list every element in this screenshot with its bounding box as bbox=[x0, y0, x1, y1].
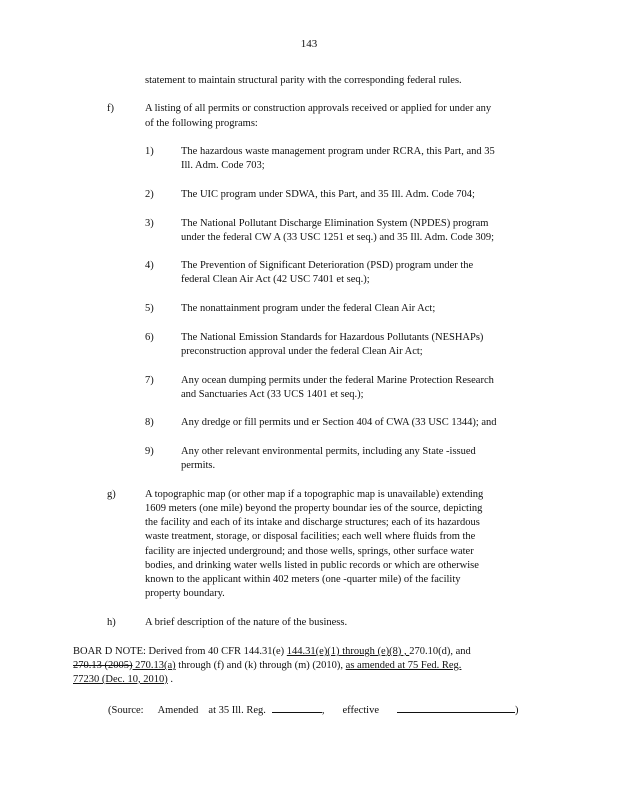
subitem-line-1: The UIC program under SDWA, this Part, and 35 Ill. Adm. Code 704; bbox=[181, 189, 475, 200]
item-h-letter: h) bbox=[107, 617, 116, 628]
item-g-line: property boundary. bbox=[145, 588, 225, 599]
item-g-line: bodies, and drinking water wells listed in public records or which are otherwise bbox=[145, 560, 479, 571]
page-number: 143 bbox=[300, 38, 318, 50]
subitem-line-2: Ill. Adm. Code 703; bbox=[181, 160, 265, 171]
board-note-text: 270.10(d), and bbox=[409, 646, 471, 657]
subitem-line-1: The National Pollutant Discharge Elimination System (NPDES) program bbox=[181, 218, 489, 229]
subitem-number: 3) bbox=[145, 218, 154, 229]
source-comma: , bbox=[321, 705, 325, 716]
inserted-text: 270.13(a) bbox=[132, 660, 176, 671]
subitem-line-1: Any other relevant environmental permits, including any State -issued bbox=[181, 446, 476, 457]
board-note-line-2 bbox=[73, 659, 461, 674]
subitem-number: 9) bbox=[145, 446, 154, 457]
source-effective: effective bbox=[342, 705, 380, 716]
inserted-text: 144.31(e)(1) bbox=[286, 646, 340, 657]
subitem-number: 7) bbox=[145, 375, 154, 386]
board-note-text: through (f) and (k) through (m) (2010), bbox=[175, 660, 346, 671]
subitem-line-1: Any ocean dumping permits under the federal Marine Protection Research bbox=[181, 375, 494, 386]
subitem-line-2: preconstruction approval under the federal Clean Air Act; bbox=[181, 346, 423, 357]
subitem-line-2: and Sanctuaries Act (33 UCS 1401 et seq.); bbox=[181, 389, 364, 400]
item-g-line: known to the applicant within 402 meters (one -quarter mile) of the facility bbox=[145, 574, 461, 585]
source-close: ) bbox=[515, 705, 519, 716]
subitem-line-1: Any dredge or fill permits und er Section 404 of CWA (33 USC 1344); and bbox=[181, 417, 497, 428]
item-g-line: waste treatment, storage, or disposal facilities; each well where fluids from the bbox=[145, 531, 476, 542]
subitem-number: 1) bbox=[145, 146, 154, 157]
item-g-letter: g) bbox=[107, 489, 116, 500]
source-amended: Amended bbox=[157, 705, 199, 716]
effective-date-blank[interactable] bbox=[397, 702, 515, 713]
item-g-line: A topographic map (or other map if a topographic map is unavailable) extending bbox=[145, 489, 484, 500]
subitem-line-2: under the federal CW A (33 USC 1251 et seq.) and 35 Ill. Adm. Code 309; bbox=[181, 232, 495, 243]
subitem-line-1: The nonattainment program under the federal Clean Air Act; bbox=[181, 303, 436, 314]
inserted-text: through (e)(8) bbox=[339, 646, 402, 657]
subitem-number: 5) bbox=[145, 303, 154, 314]
item-f-line-2: of the following programs: bbox=[145, 118, 258, 129]
item-f-letter: f) bbox=[107, 103, 114, 114]
intro-continuation-line: statement to maintain structural parity with the corresponding federal rules. bbox=[145, 75, 462, 86]
item-f-line-1: A listing of all permits or construction approvals received or applied for under any bbox=[145, 103, 492, 114]
source-open: (Source: bbox=[108, 705, 144, 716]
subitem-line-1: The hazardous waste management program under RCRA, this Part, and 35 bbox=[181, 146, 495, 157]
board-note-line-1 bbox=[73, 645, 471, 660]
board-note-text: . bbox=[167, 674, 174, 685]
item-g-line: 1609 meters (one mile) beyond the property boundar ies of the source, depicting bbox=[145, 503, 483, 514]
subitem-number: 6) bbox=[145, 332, 154, 343]
source-register: at 35 Ill. Reg. bbox=[208, 705, 266, 716]
subitem-line-2: federal Clean Air Act (42 USC 7401 et seq.); bbox=[181, 274, 370, 285]
subitem-line-2: permits. bbox=[181, 460, 216, 471]
item-g-line: facility are injected underground; and those wells, springs, other surface water bbox=[145, 546, 474, 557]
inserted-text: as amended at 75 Fed. Reg. bbox=[345, 660, 462, 671]
register-blank[interactable] bbox=[272, 702, 322, 713]
deleted-text: 270.13 (2005) bbox=[73, 660, 133, 671]
subitem-number: 2) bbox=[145, 189, 154, 200]
inserted-text: , bbox=[401, 646, 410, 657]
subitem-line-1: The Prevention of Significant Deterioration (PSD) program under the bbox=[181, 260, 474, 271]
board-note-line-3 bbox=[73, 673, 173, 688]
source-note bbox=[108, 702, 519, 719]
item-g-line: the facility and each of its intake and discharge structures; each of its hazardous bbox=[145, 517, 480, 528]
board-note-prefix: BOAR D NOTE: Derived from 40 CFR 144.31(e) bbox=[73, 646, 287, 657]
item-h-text: A brief description of the nature of the business. bbox=[145, 617, 348, 628]
subitem-line-1: The National Emission Standards for Hazardous Pollutants (NESHAPs) bbox=[181, 332, 484, 343]
inserted-text: 77230 (Dec. 10, 2010) bbox=[73, 674, 168, 685]
subitem-number: 4) bbox=[145, 260, 154, 271]
subitem-number: 8) bbox=[145, 417, 154, 428]
